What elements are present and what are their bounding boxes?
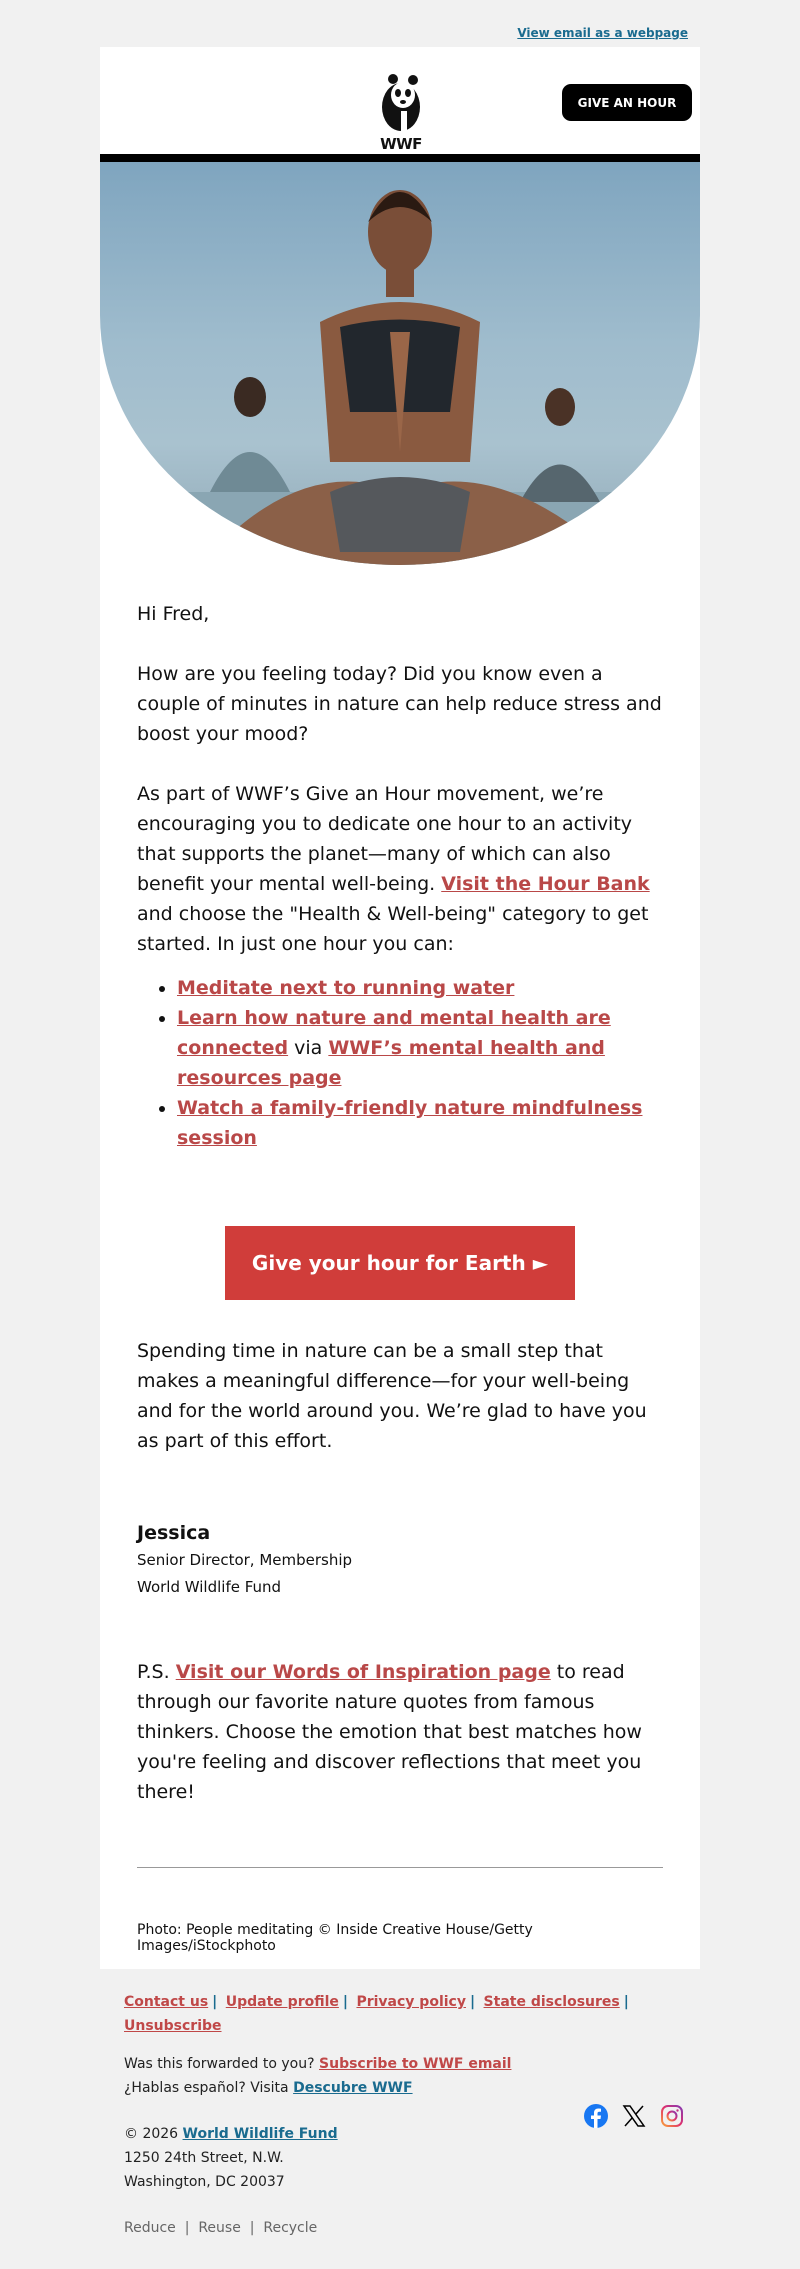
- text: P.S.: [137, 1661, 176, 1683]
- give-your-hour-button[interactable]: Give your hour for Earth ►: [225, 1226, 575, 1300]
- spanish-line: [124, 2076, 684, 2100]
- email-card: [100, 47, 700, 1969]
- list-item: [177, 973, 663, 1003]
- facebook-icon[interactable]: [584, 2104, 608, 2128]
- email-body: [100, 599, 700, 1807]
- hero-image: [100, 162, 700, 565]
- signer-name: Jessica: [137, 1522, 211, 1544]
- paragraph-movement: [137, 779, 663, 959]
- update-profile-link[interactable]: Update profile: [225, 1994, 339, 2010]
- resources-page-link[interactable]: WWF’s mental health and resources page: [177, 1037, 605, 1089]
- hour-bank-link[interactable]: Visit the Hour Bank: [441, 873, 650, 895]
- subscribe-link[interactable]: Subscribe to WWF email: [319, 2056, 512, 2072]
- list-item: [177, 1093, 663, 1153]
- greeting: Hi Fred,: [137, 603, 210, 625]
- address-line-2: Washington, DC 20037: [124, 2174, 285, 2190]
- text: Reuse: [198, 2220, 241, 2236]
- text: © 2026: [124, 2126, 183, 2142]
- signature: [137, 1520, 663, 1601]
- footer-links: [124, 1990, 684, 2038]
- privacy-policy-link[interactable]: Privacy policy: [356, 1994, 466, 2010]
- instagram-icon[interactable]: [660, 2104, 684, 2128]
- footer: [124, 1990, 684, 2240]
- text: ¿Hablas español? Visita: [124, 2080, 294, 2096]
- state-disclosures-link[interactable]: State disclosures: [483, 1994, 620, 2010]
- x-icon[interactable]: [622, 2104, 646, 2128]
- text: Reduce: [124, 2220, 176, 2236]
- text: Was this forwarded to you?: [124, 2056, 320, 2072]
- view-webpage-link[interactable]: View email as a webpage: [517, 26, 688, 40]
- mindfulness-session-link[interactable]: Watch a family-friendly nature mindfulness session: [177, 1097, 643, 1149]
- meditate-link[interactable]: Meditate next to running water: [177, 977, 515, 999]
- social-links: [584, 2104, 684, 2128]
- paragraph-closing: Spending time in nature can be a small step that makes a meaningful difference—for your well-being and for the world around you. We’re glad to have you as part of this effort.: [137, 1340, 647, 1452]
- signer-title: Senior Director, Membership: [137, 1551, 353, 1569]
- wwf-org-link[interactable]: World Wildlife Fund: [182, 2126, 338, 2142]
- separator: |: [212, 1994, 218, 2010]
- text: to read through our favorite nature quotes from famous thinkers. Choose the emotion that best matches how you're feeling and discover reflections that meet you there!: [137, 1661, 642, 1803]
- activity-list: [137, 973, 663, 1153]
- nature-mental-health-link[interactable]: Learn how nature and mental health are connected: [177, 1007, 611, 1059]
- text: Recycle: [263, 2220, 318, 2236]
- email-header: [100, 47, 700, 162]
- descubre-wwf-link[interactable]: Descubre WWF: [293, 2080, 413, 2096]
- separator: |: [469, 1994, 476, 2010]
- text: via: [288, 1037, 329, 1059]
- unsubscribe-link[interactable]: Unsubscribe: [124, 2018, 222, 2034]
- photo-credit: Photo: People meditating © Inside Creative House/Getty Images/iStockphoto: [137, 1922, 533, 1954]
- logo-text: WWF: [380, 135, 422, 153]
- panda-icon: [379, 71, 423, 133]
- give-an-hour-button[interactable]: GIVE AN HOUR: [562, 84, 692, 121]
- words-of-inspiration-link[interactable]: Visit our Words of Inspiration page: [175, 1661, 551, 1683]
- signer-org: World Wildlife Fund: [137, 1578, 282, 1596]
- postscript: [137, 1657, 663, 1807]
- address-line-1: 1250 24th Street, N.W.: [124, 2150, 284, 2166]
- separator: |: [623, 1994, 629, 2010]
- text: As part of WWF’s Give an Hour movement, we’re encouraging you to dedicate one hour to an activity that supports the planet—many of which can also benefit your mental well-being.: [137, 783, 633, 895]
- reduce-reuse-recycle: Reduce | Reuse | Recycle: [124, 2220, 318, 2236]
- separator: |: [342, 1994, 349, 2010]
- text: and choose the "Health & Well-being" category to get started. In just one hour you can:: [137, 903, 649, 955]
- paragraph-intro: How are you feeling today? Did you know even a couple of minutes in nature can help reduce stress and boost your mood?: [137, 663, 662, 745]
- contact-us-link[interactable]: Contact us: [124, 1994, 209, 2010]
- meditation-photo: [100, 162, 700, 565]
- list-item: [177, 1003, 663, 1093]
- forward-line: [124, 2052, 684, 2076]
